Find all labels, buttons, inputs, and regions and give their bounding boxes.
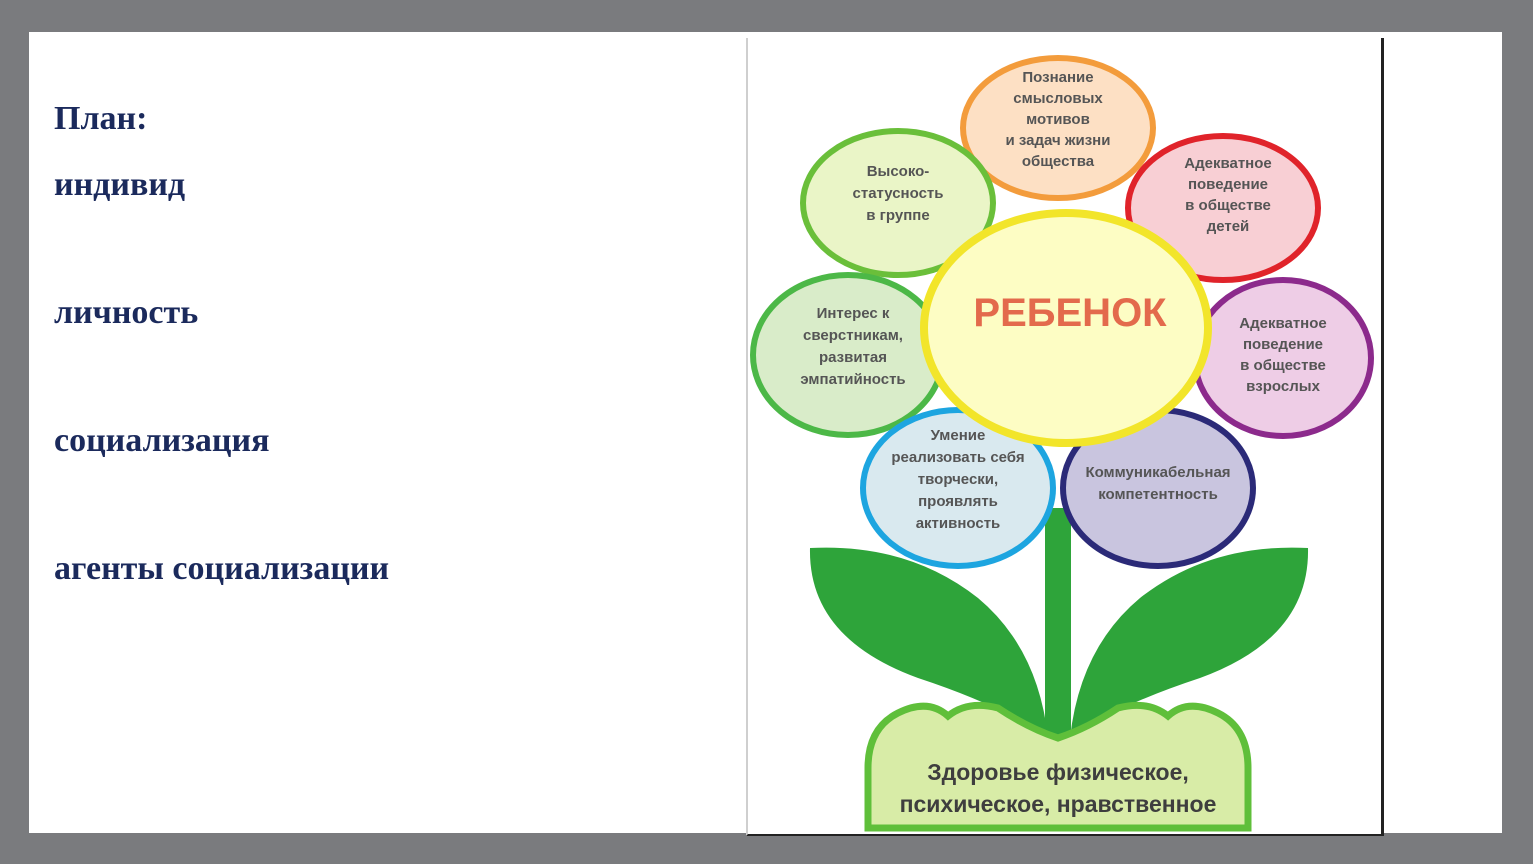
flower-svg [748,38,1381,834]
svg-text:в обществе: в обществе [1185,197,1271,214]
petal-peer-interest [753,275,943,435]
svg-text:детей: детей [1206,218,1250,235]
svg-text:Интерес к: Интерес к [816,305,890,322]
pot-text-line-2: психическое, нравственное [899,791,1217,817]
svg-text:статусность: статусность [852,185,944,202]
plan-item-personality: личность [54,294,199,331]
child-flower-diagram [746,38,1384,836]
petal-behavior-adults [1195,280,1371,436]
slide [29,32,1502,833]
svg-text:эмпатийность: эмпатийность [800,371,906,388]
plan-title: План: [54,100,148,137]
svg-text:Адекватное: Адекватное [1184,155,1272,172]
svg-text:смысловых: смысловых [1013,90,1103,107]
svg-text:в обществе: в обществе [1240,357,1326,374]
svg-text:и задач жизни: и задач жизни [1005,132,1111,149]
svg-text:Адекватное: Адекватное [1239,315,1327,332]
svg-text:поведение: поведение [1187,176,1269,193]
svg-text:активность: активность [915,515,1001,532]
svg-text:поведение: поведение [1242,336,1324,353]
plan-item-individual: индивид [54,166,186,203]
svg-text:Коммуникабельная: Коммуникабельная [1085,464,1231,481]
svg-text:общества: общества [1021,153,1095,170]
center-child [924,213,1208,443]
svg-text:компетентность: компетентность [1098,486,1218,503]
svg-text:проявлять: проявлять [918,493,998,510]
svg-text:Познание: Познание [1022,69,1094,86]
svg-text:сверстникам,: сверстникам, [803,327,903,344]
svg-text:в группе: в группе [866,207,930,224]
plan-item-socialization: социализация [54,422,270,459]
svg-text:творчески,: творчески, [917,471,999,488]
svg-text:Умение: Умение [930,427,986,444]
pot-text-line-1: Здоровье физическое, [927,759,1189,785]
petal-social-motives [963,58,1153,198]
svg-text:реализовать себя: реализовать себя [891,449,1025,466]
svg-text:развитая: развитая [818,349,888,366]
plan-item-socialization-agents: агенты социализации [54,550,390,587]
center-label: РЕБЕНОК [973,291,1167,335]
stem [1045,508,1071,738]
svg-text:Высоко-: Высоко- [866,163,930,180]
svg-text:мотивов: мотивов [1026,111,1090,128]
svg-text:взрослых: взрослых [1246,378,1320,395]
